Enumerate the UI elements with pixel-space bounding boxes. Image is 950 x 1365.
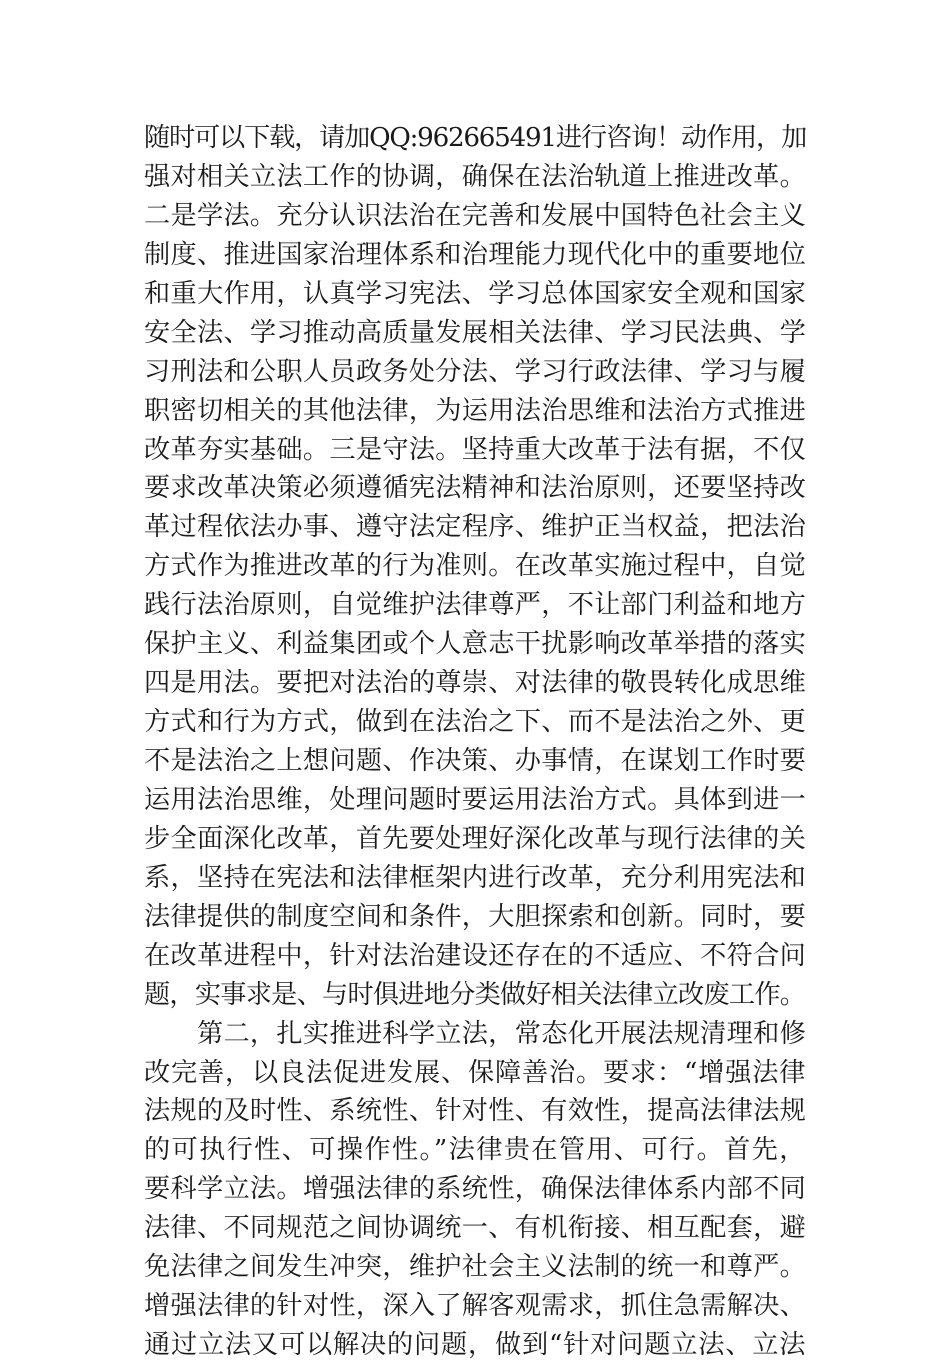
text-line: 职密切相关的其他法律，为运用法治思维和法治方式推进 [144,395,806,426]
text-line: 方式和行为方式，做到在法治之下、而不是法治之外、更 [144,707,806,738]
text-line: 法律提供的制度空间和条件，大胆探索和创新。同时，要 [144,901,806,932]
text-line: 和重大作用，认真学习宪法、学习总体国家安全观和国家 [144,278,806,309]
text-line: 二是学法。充分认识法治在完善和发展中国特色社会主义 [144,200,806,231]
text-line: 践行法治原则，自觉维护法律尊严，不让部门利益和地方 [144,590,806,621]
text-line: 制度、推进国家治理体系和治理能力现代化中的重要地位 [144,239,806,270]
text-line: 第二，扎实推进科学立法，常态化开展法规清理和修 [144,1018,806,1049]
text-line: 的可执行性、可操作性。”法律贵在管用、可行。首先， [144,1135,806,1166]
text-line: 四是用法。要把对法治的尊崇、对法律的敬畏转化成思维 [144,668,806,699]
text-line: 步全面深化改革，首先要处理好深化改革与现行法律的关 [144,823,806,854]
text-line: 改革夯实基础。三是守法。坚持重大改革于法有据，不仅 [144,434,806,465]
text-line: 革过程依法办事、遵守法定程序、维护正当权益，把法治 [144,512,806,543]
text-line: 不是法治之上想问题、作决策、办事情，在谋划工作时要 [144,746,806,776]
text-line: 要求改革决策必须遵循宪法精神和法治原则，还要坚持改 [144,473,806,504]
text-line: 免法律之间发生冲突，维护社会主义法制的统一和尊严。 [144,1252,806,1283]
text-line: 改完善，以良法促进发展、保障善治。要求：“增强法律 [144,1057,806,1088]
text-line: 通过立法又可以解决的问题，做到“针对问题立法、立法 [144,1330,806,1361]
text-line: 系，坚持在宪法和法律框架内进行改革，充分利用宪法和 [144,862,806,893]
document-body [144,119,806,1365]
text-line: 运用法治思维，处理问题时要运用法治方式。具体到进一 [144,784,806,815]
text-line: 法律、不同规范之间协调统一、有机衔接、相互配套，避 [144,1213,806,1244]
text-line: 强对相关立法工作的协调，确保在法治轨道上推进改革。 [144,161,806,192]
text-line: 随时可以下载，请加QQ:962665491进行咨询！动作用，加 [144,123,806,153]
text-line: 保护主义、利益集团或个人意志干扰影响改革举措的落实 [144,629,806,660]
text-line: 在改革进程中，针对法治建设还存在的不适应、不符合问 [144,940,806,971]
text-line: 题，实事求是、与时俱进地分类做好相关法律立改废工作。 [144,979,806,1010]
text-line: 增强法律的针对性，深入了解客观需求，抓住急需解决、 [144,1291,806,1322]
text-line: 方式作为推进改革的行为准则。在改革实施过程中，自觉 [144,551,806,582]
text-line: 要科学立法。增强法律的系统性，确保法律体系内部不同 [144,1174,806,1205]
text-line: 法规的及时性、系统性、针对性、有效性，提高法律法规 [144,1096,806,1127]
text-line: 安全法、学习推动高质量发展相关法律、学习民法典、学 [144,317,806,348]
text-line: 习刑法和公职人员政务处分法、学习行政法律、学习与履 [144,356,806,387]
